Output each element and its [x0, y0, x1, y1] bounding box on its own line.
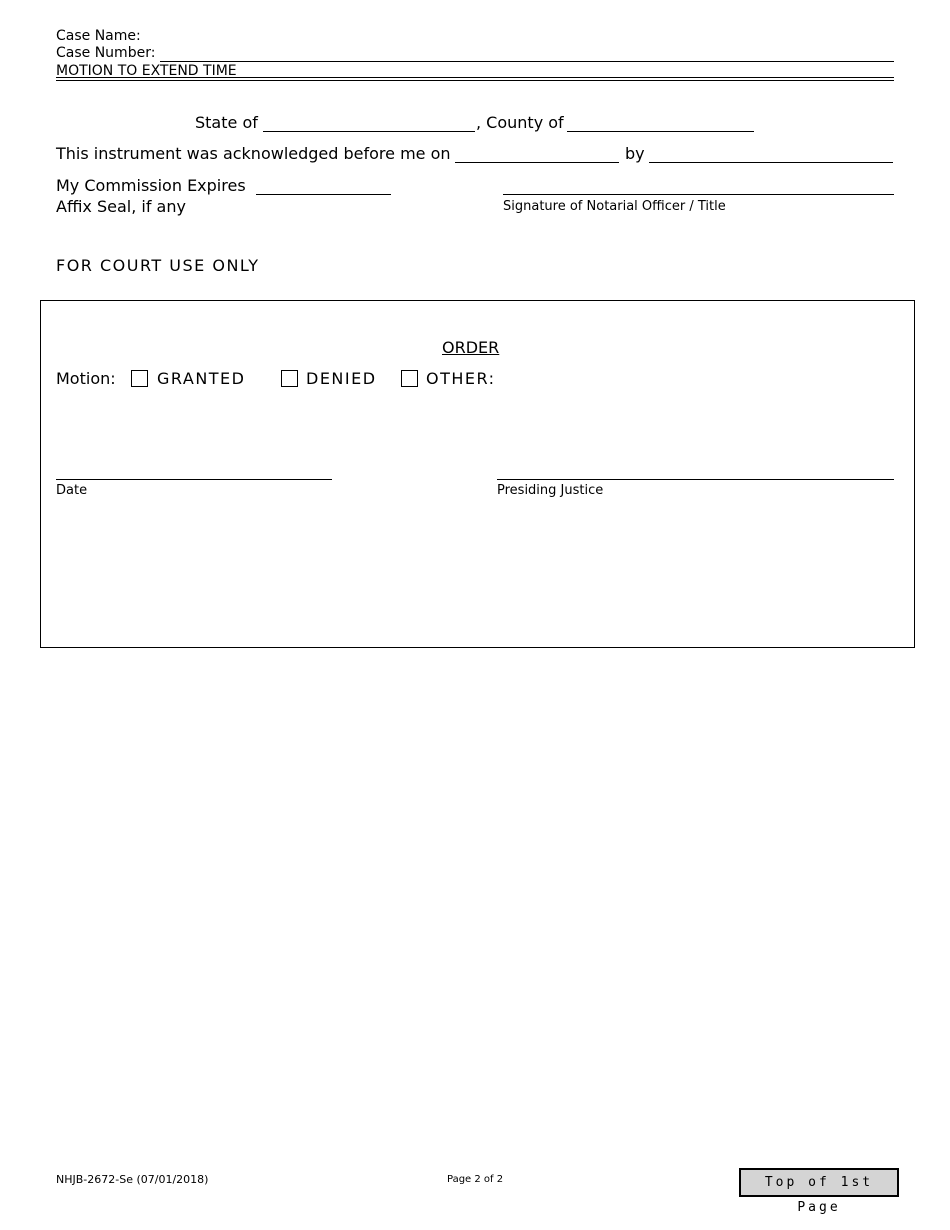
granted-checkbox[interactable]	[131, 370, 148, 387]
presiding-justice-caption: Presiding Justice	[497, 483, 604, 498]
form-title: MOTION TO EXTEND TIME	[56, 63, 237, 79]
motion-label: Motion:	[56, 369, 116, 388]
by-field[interactable]	[649, 162, 893, 163]
county-field[interactable]	[567, 131, 754, 132]
order-title: ORDER	[442, 338, 500, 357]
case-name-label: Case Name:	[56, 28, 141, 44]
date-line[interactable]	[56, 479, 332, 480]
case-number-line	[160, 61, 894, 62]
county-label: , County of	[476, 113, 564, 132]
page-label: Page 2 of 2	[447, 1174, 504, 1185]
commission-expires-field[interactable]	[256, 194, 391, 195]
commission-label: My Commission Expires	[56, 176, 246, 195]
acknowledged-label: This instrument was acknowledged before me on	[56, 144, 451, 163]
presiding-justice-line[interactable]	[497, 479, 894, 480]
other-checkbox[interactable]	[401, 370, 418, 387]
case-number-label: Case Number:	[56, 45, 156, 61]
seal-label: Affix Seal, if any	[56, 197, 186, 216]
denied-label: DENIED	[306, 369, 377, 388]
top-of-first-page-button[interactable]: Top of 1st Page	[739, 1168, 899, 1197]
granted-label: GRANTED	[157, 369, 246, 388]
signature-line[interactable]	[503, 194, 894, 195]
state-field[interactable]	[263, 131, 475, 132]
other-label: OTHER:	[426, 369, 496, 388]
header-rule-1	[56, 77, 894, 78]
acknowledged-date-field[interactable]	[455, 162, 619, 163]
court-use-heading: FOR COURT USE ONLY	[56, 256, 260, 275]
state-label: State of	[195, 113, 258, 132]
denied-checkbox[interactable]	[281, 370, 298, 387]
date-caption: Date	[56, 483, 88, 498]
signature-caption: Signature of Notarial Officer / Title	[503, 199, 726, 214]
form-number: NHJB-2672-Se (07/01/2018)	[56, 1173, 209, 1186]
header-rule-2	[56, 80, 894, 81]
by-label: by	[625, 144, 645, 163]
